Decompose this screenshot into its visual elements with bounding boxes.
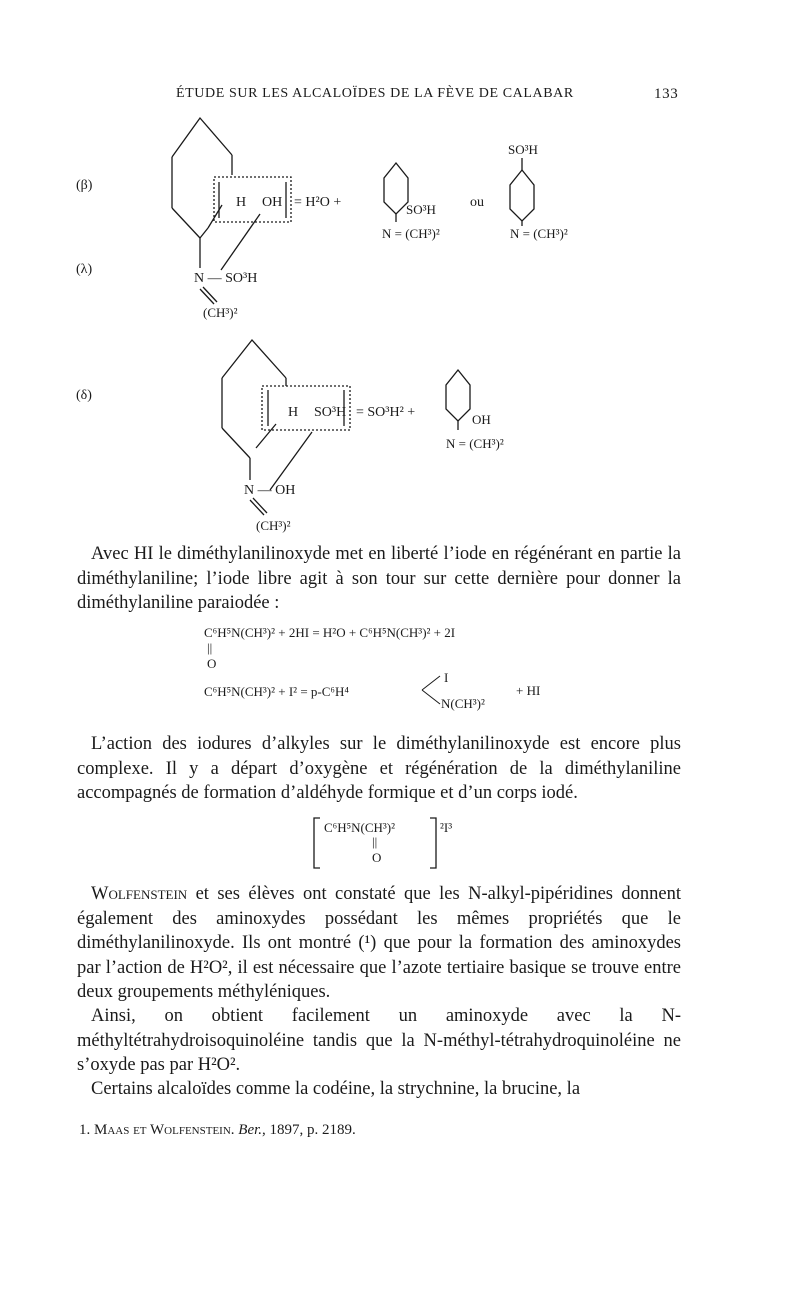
paragraph-certains xyxy=(77,1077,681,1102)
structure-delta-drawing xyxy=(0,320,800,540)
paragraph-3-text: et ses élèves ont constaté que les N-alkyl-pipéridines donnent également des aminoxydes possédant les mêmes propriétés que le diméthylanilinoxyde. Ils ont montré (¹) que pour la formation des aminoxydes par l’action de H²O², il est nécessaire que l’azote tertiaire basique se trouve entre deux groupements méthyléniques. xyxy=(77,884,681,1002)
page-number: 133 xyxy=(654,86,679,102)
footnote-rest: , 1897, p. 2189. xyxy=(262,1122,356,1138)
beta-product1-amine: N = (CH³)² xyxy=(382,226,440,241)
delta-methyls: (CH³)² xyxy=(256,518,291,533)
beta-product2-top: SO³H xyxy=(508,142,538,157)
footnote-journal: Ber. xyxy=(238,1122,263,1138)
footnote-number: 1. xyxy=(79,1122,91,1138)
footnote-authors: Maas et Wolfenstein. xyxy=(94,1122,235,1138)
equation-2-left: C⁶H⁵N(CH³)² + I² = p-C⁶H⁴ xyxy=(204,684,349,699)
paragraph-2-text: L’action des iodures d’alkyles sur le diméthylanilinoxyde est encore plus complexe. Il y a départ d’oxygène et régénération de la diméthylaniline accompagnés de formation d’aldéhyde formique et d’un corps iodé. xyxy=(77,734,681,803)
equation-2-right: + HI xyxy=(516,683,541,698)
delta-box-h: H xyxy=(288,405,299,420)
label-delta: (δ) xyxy=(76,388,92,403)
equation-1-oxygen: O xyxy=(207,656,217,671)
equation-2-top: I xyxy=(444,670,449,685)
paragraph-hi-reaction xyxy=(77,542,681,616)
paragraph-5-text: Certains alcaloïdes comme la codéine, la strychnine, la brucine, la xyxy=(91,1079,581,1099)
formula-3-top: C⁶H⁵N(CH³)² xyxy=(324,820,396,835)
beta-product2-amine: N = (CH³)² xyxy=(510,226,568,241)
delta-box-so3h: SO³H xyxy=(314,405,347,420)
beta-box-h: H xyxy=(236,195,247,210)
delta-product-substituent: OH xyxy=(472,412,491,427)
paragraph-wolfenstein xyxy=(77,882,681,1005)
beta-or: ou xyxy=(470,195,484,210)
beta-box-oh: OH xyxy=(262,195,283,210)
paragraph-1-text: Avec HI le diméthylanilinoxyde met en liberté l’iode en régénérant en partie la diméthylaniline; l’iode libre agit à son tour sur cette dernière pour donner la diméthylaniline paraiodée : xyxy=(77,544,681,613)
equation-1: C⁶H⁵N(CH³)² + 2HI = H²O + C⁶H⁵N(CH³)² + 2I xyxy=(204,625,456,640)
running-header-title: ÉTUDE SUR LES ALCALOÏDES DE LA FÈVE DE CALABAR xyxy=(176,86,574,101)
delta-product-amine: N = (CH³)² xyxy=(446,436,504,451)
formula-3-double-bond: || xyxy=(372,834,378,849)
alpha-methyls: (CH³)² xyxy=(203,305,238,320)
beta-equals-water: = H²O + xyxy=(294,195,342,210)
alpha-n-group: N — SO³H xyxy=(194,271,258,286)
formula-3-oxygen: O xyxy=(372,850,382,865)
footnote xyxy=(79,1122,356,1139)
formula-3-suffix: ²I³ xyxy=(440,820,453,835)
equation-2-bottom: N(CH³)² xyxy=(441,696,485,711)
beta-product1-substituent: SO³H xyxy=(406,202,436,217)
author-wolfenstein: Wolfenstein xyxy=(91,884,188,904)
paragraph-ainsi xyxy=(77,1004,681,1078)
delta-equals-acid: = SO³H² + xyxy=(356,405,416,420)
label-alpha: (λ) xyxy=(76,262,93,277)
delta-n-group: N — OH xyxy=(244,483,296,498)
equation-1-double-bond: || xyxy=(207,640,213,655)
label-beta: (β) xyxy=(76,178,93,193)
structure-beta-drawing xyxy=(0,0,800,340)
paragraph-alkyl-iodides xyxy=(77,732,681,806)
paragraph-4-text: Ainsi, on obtient facilement un aminoxyde avec la N-méthyltétrahydroisoquinoléine tandis que la N-méthyl-tétrahydroquinoléine ne s’oxyde pas par H²O². xyxy=(77,1006,681,1075)
